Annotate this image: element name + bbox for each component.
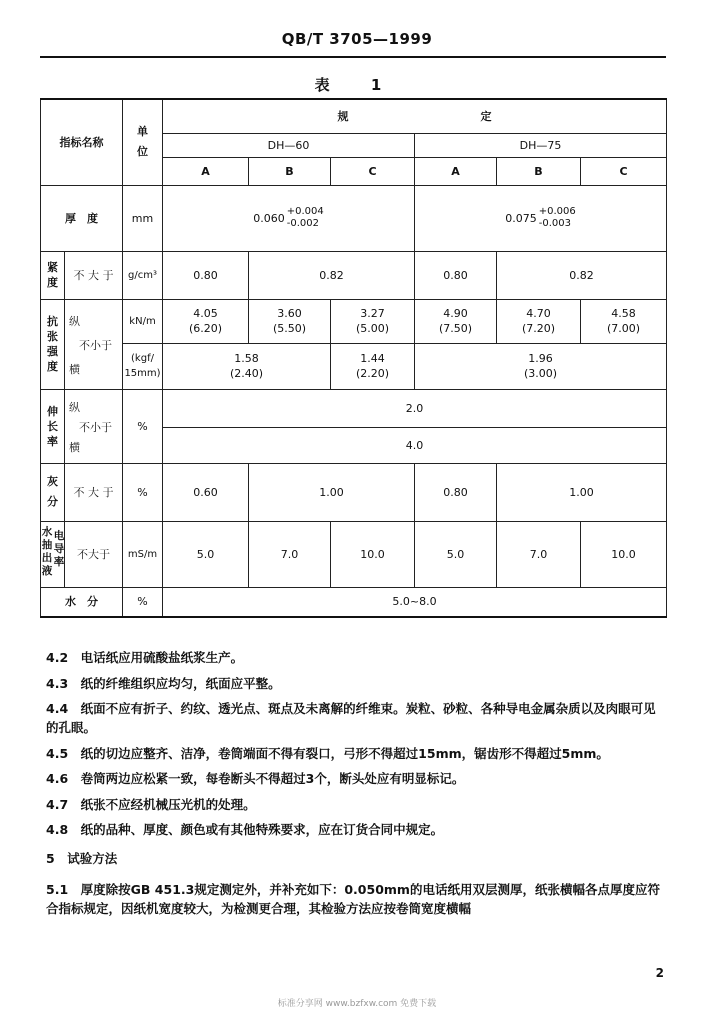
elongation-t-value: 4.0 xyxy=(163,427,667,463)
section-heading: 5 试验方法 xyxy=(46,851,118,866)
tensile-t-dh60-ab: 1.58 (2.40) xyxy=(163,343,331,389)
body-text xyxy=(46,648,668,918)
clause-4-3: 4.3 纸的纤维组织应均匀，纸面应平整。 xyxy=(46,675,281,691)
extract-dh75-a: 5.0 xyxy=(415,521,497,587)
row-elongation-unit: % xyxy=(123,389,163,463)
header-col-c-75: C xyxy=(581,157,667,185)
extract-dh60-a: 5.0 xyxy=(163,521,249,587)
extract-dh75-c: 10.0 xyxy=(581,521,667,587)
thickness-dh75-minus: -0.003 xyxy=(538,218,571,229)
header-col-a-75: A xyxy=(415,157,497,185)
watermark-footer: 标准分享网 www.bzfxw.com 免费下载 xyxy=(277,999,437,1009)
tensile-l-dh60-b: 3.60 (5.50) xyxy=(249,299,331,343)
tensile-l-dh75-c: 4.58 (7.00) xyxy=(581,299,667,343)
tensile-dir-t: 横 xyxy=(69,362,80,376)
header-rule xyxy=(40,56,666,58)
tensile-dir-l: 纵 xyxy=(69,314,80,328)
header-unit: 单 位 xyxy=(123,99,163,185)
thickness-dh60-minus: -0.002 xyxy=(286,218,319,229)
row-density-unit: g/cm³ xyxy=(123,251,163,299)
row-ash-name: 灰 分 xyxy=(41,463,65,521)
specification-table xyxy=(40,98,667,618)
row-thickness-dh75 xyxy=(415,185,667,251)
row-elongation-name: 伸 长 率 xyxy=(41,389,65,463)
row-density-name: 紧 度 xyxy=(41,251,65,299)
tensile-t-dh75: 1.96 (3.00) xyxy=(415,343,667,389)
table-row xyxy=(41,251,667,299)
header-dh60: DH—60 xyxy=(163,133,415,157)
row-tensile-unit-t: (kgf/ 15mm) xyxy=(123,343,163,389)
header-col-b-60: B xyxy=(249,157,331,185)
table-row xyxy=(41,521,667,587)
density-dh60-a: 0.80 xyxy=(163,251,249,299)
extract-sub-label: 电 导 率 xyxy=(53,529,65,568)
header-dh75: DH—75 xyxy=(415,133,667,157)
row-extract-name xyxy=(41,521,65,587)
row-moisture-unit: % xyxy=(123,587,163,617)
ash-dh75-bc: 1.00 xyxy=(497,463,667,521)
tensile-qual: 不小于 xyxy=(79,338,112,352)
clause-4-5: 4.5 纸的切边应整齐、洁净，卷筒端面不得有裂口，弓形不得超过15mm，锯齿形不得超过5mm。 xyxy=(46,745,609,761)
clause-4-4: 4.4 纸面不应有折子、约纹、透光点、斑点及未离解的纤维束。炭粒、砂粒、各种导电金属杂质以及肉眼可见的孔眼。 xyxy=(46,701,656,735)
table-row xyxy=(41,463,667,521)
thickness-dh60-base: 0.060 xyxy=(253,211,285,225)
elongation-qual: 不小于 xyxy=(79,420,112,434)
table-row xyxy=(41,389,667,427)
tensile-l-dh60-c: 3.27 (5.00) xyxy=(331,299,415,343)
thickness-dh75-plus: +0.006 xyxy=(538,206,576,217)
clause-5-1: 5.1 厚度除按GB 451.3规定测定外，并补充如下：0.050mm的电话纸用双层测厚，纸张横幅各点厚度应符合指标规定，因纸机宽度较大，为检测更合理，其检验方法应按卷筒宽度横幅 xyxy=(46,882,660,916)
row-moisture-name: 水 分 xyxy=(41,587,123,617)
row-thickness-name: 厚 度 xyxy=(41,185,123,251)
table-row xyxy=(41,185,667,251)
header-spec: 规 定 xyxy=(163,99,667,133)
table-row xyxy=(41,343,667,389)
ash-dh60-bc: 1.00 xyxy=(249,463,415,521)
row-ash-qual: 不 大 于 xyxy=(65,463,123,521)
page-number: 2 xyxy=(655,966,664,980)
row-thickness-unit: mm xyxy=(123,185,163,251)
elongation-l-value: 2.0 xyxy=(163,389,667,427)
row-tensile-unit-l: kN/m xyxy=(123,299,163,343)
tensile-l-dh60-a: 4.05 (6.20) xyxy=(163,299,249,343)
header-col-b-75: B xyxy=(497,157,581,185)
thickness-dh75-base: 0.075 xyxy=(505,211,537,225)
row-ash-unit: % xyxy=(123,463,163,521)
row-thickness-dh60 xyxy=(163,185,415,251)
row-density-qual: 不 大 于 xyxy=(65,251,123,299)
tensile-t-dh60-c: 1.44 (2.20) xyxy=(331,343,415,389)
density-dh75-a: 0.80 xyxy=(415,251,497,299)
ash-dh75-a: 0.80 xyxy=(415,463,497,521)
row-elongation-dirs xyxy=(65,389,123,463)
elongation-dir-l: 纵 xyxy=(69,400,80,414)
table-caption: 表 1 xyxy=(314,76,400,94)
standard-code: QB/T 3705—1999 xyxy=(281,30,433,48)
extract-label: 水 抽 出 液 xyxy=(41,525,53,577)
row-tensile-name: 抗 张 强 度 xyxy=(41,299,65,389)
row-tensile-dirs xyxy=(65,299,123,389)
row-extract-unit: mS/m xyxy=(123,521,163,587)
elongation-dir-t: 横 xyxy=(69,440,80,454)
clause-4-8: 4.8 纸的品种、厚度、颜色或有其他特殊要求，应在订货合同中规定。 xyxy=(46,822,444,837)
clause-4-6: 4.6 卷筒两边应松紧一致，每卷断头不得超过3个，断头处应有明显标记。 xyxy=(46,771,465,786)
density-dh75-bc: 0.82 xyxy=(497,251,667,299)
clause-4-2: 4.2 电话纸应用硫酸盐纸浆生产。 xyxy=(46,650,244,665)
tensile-l-dh75-a: 4.90 (7.50) xyxy=(415,299,497,343)
header-indicator: 指标名称 xyxy=(41,99,123,185)
extract-dh60-b: 7.0 xyxy=(249,521,331,587)
header-col-c-60: C xyxy=(331,157,415,185)
extract-dh60-c: 10.0 xyxy=(331,521,415,587)
thickness-dh60-plus: +0.004 xyxy=(286,206,324,217)
row-extract-qual: 不大于 xyxy=(65,521,123,587)
header-col-a-60: A xyxy=(163,157,249,185)
clause-4-7: 4.7 纸张不应经机械压光机的处理。 xyxy=(46,796,256,812)
extract-dh75-b: 7.0 xyxy=(497,521,581,587)
moisture-value: 5.0~8.0 xyxy=(163,587,667,617)
ash-dh60-a: 0.60 xyxy=(163,463,249,521)
table-row xyxy=(41,587,667,617)
density-dh60-bc: 0.82 xyxy=(249,251,415,299)
table-row xyxy=(41,299,667,343)
tensile-l-dh75-b: 4.70 (7.20) xyxy=(497,299,581,343)
